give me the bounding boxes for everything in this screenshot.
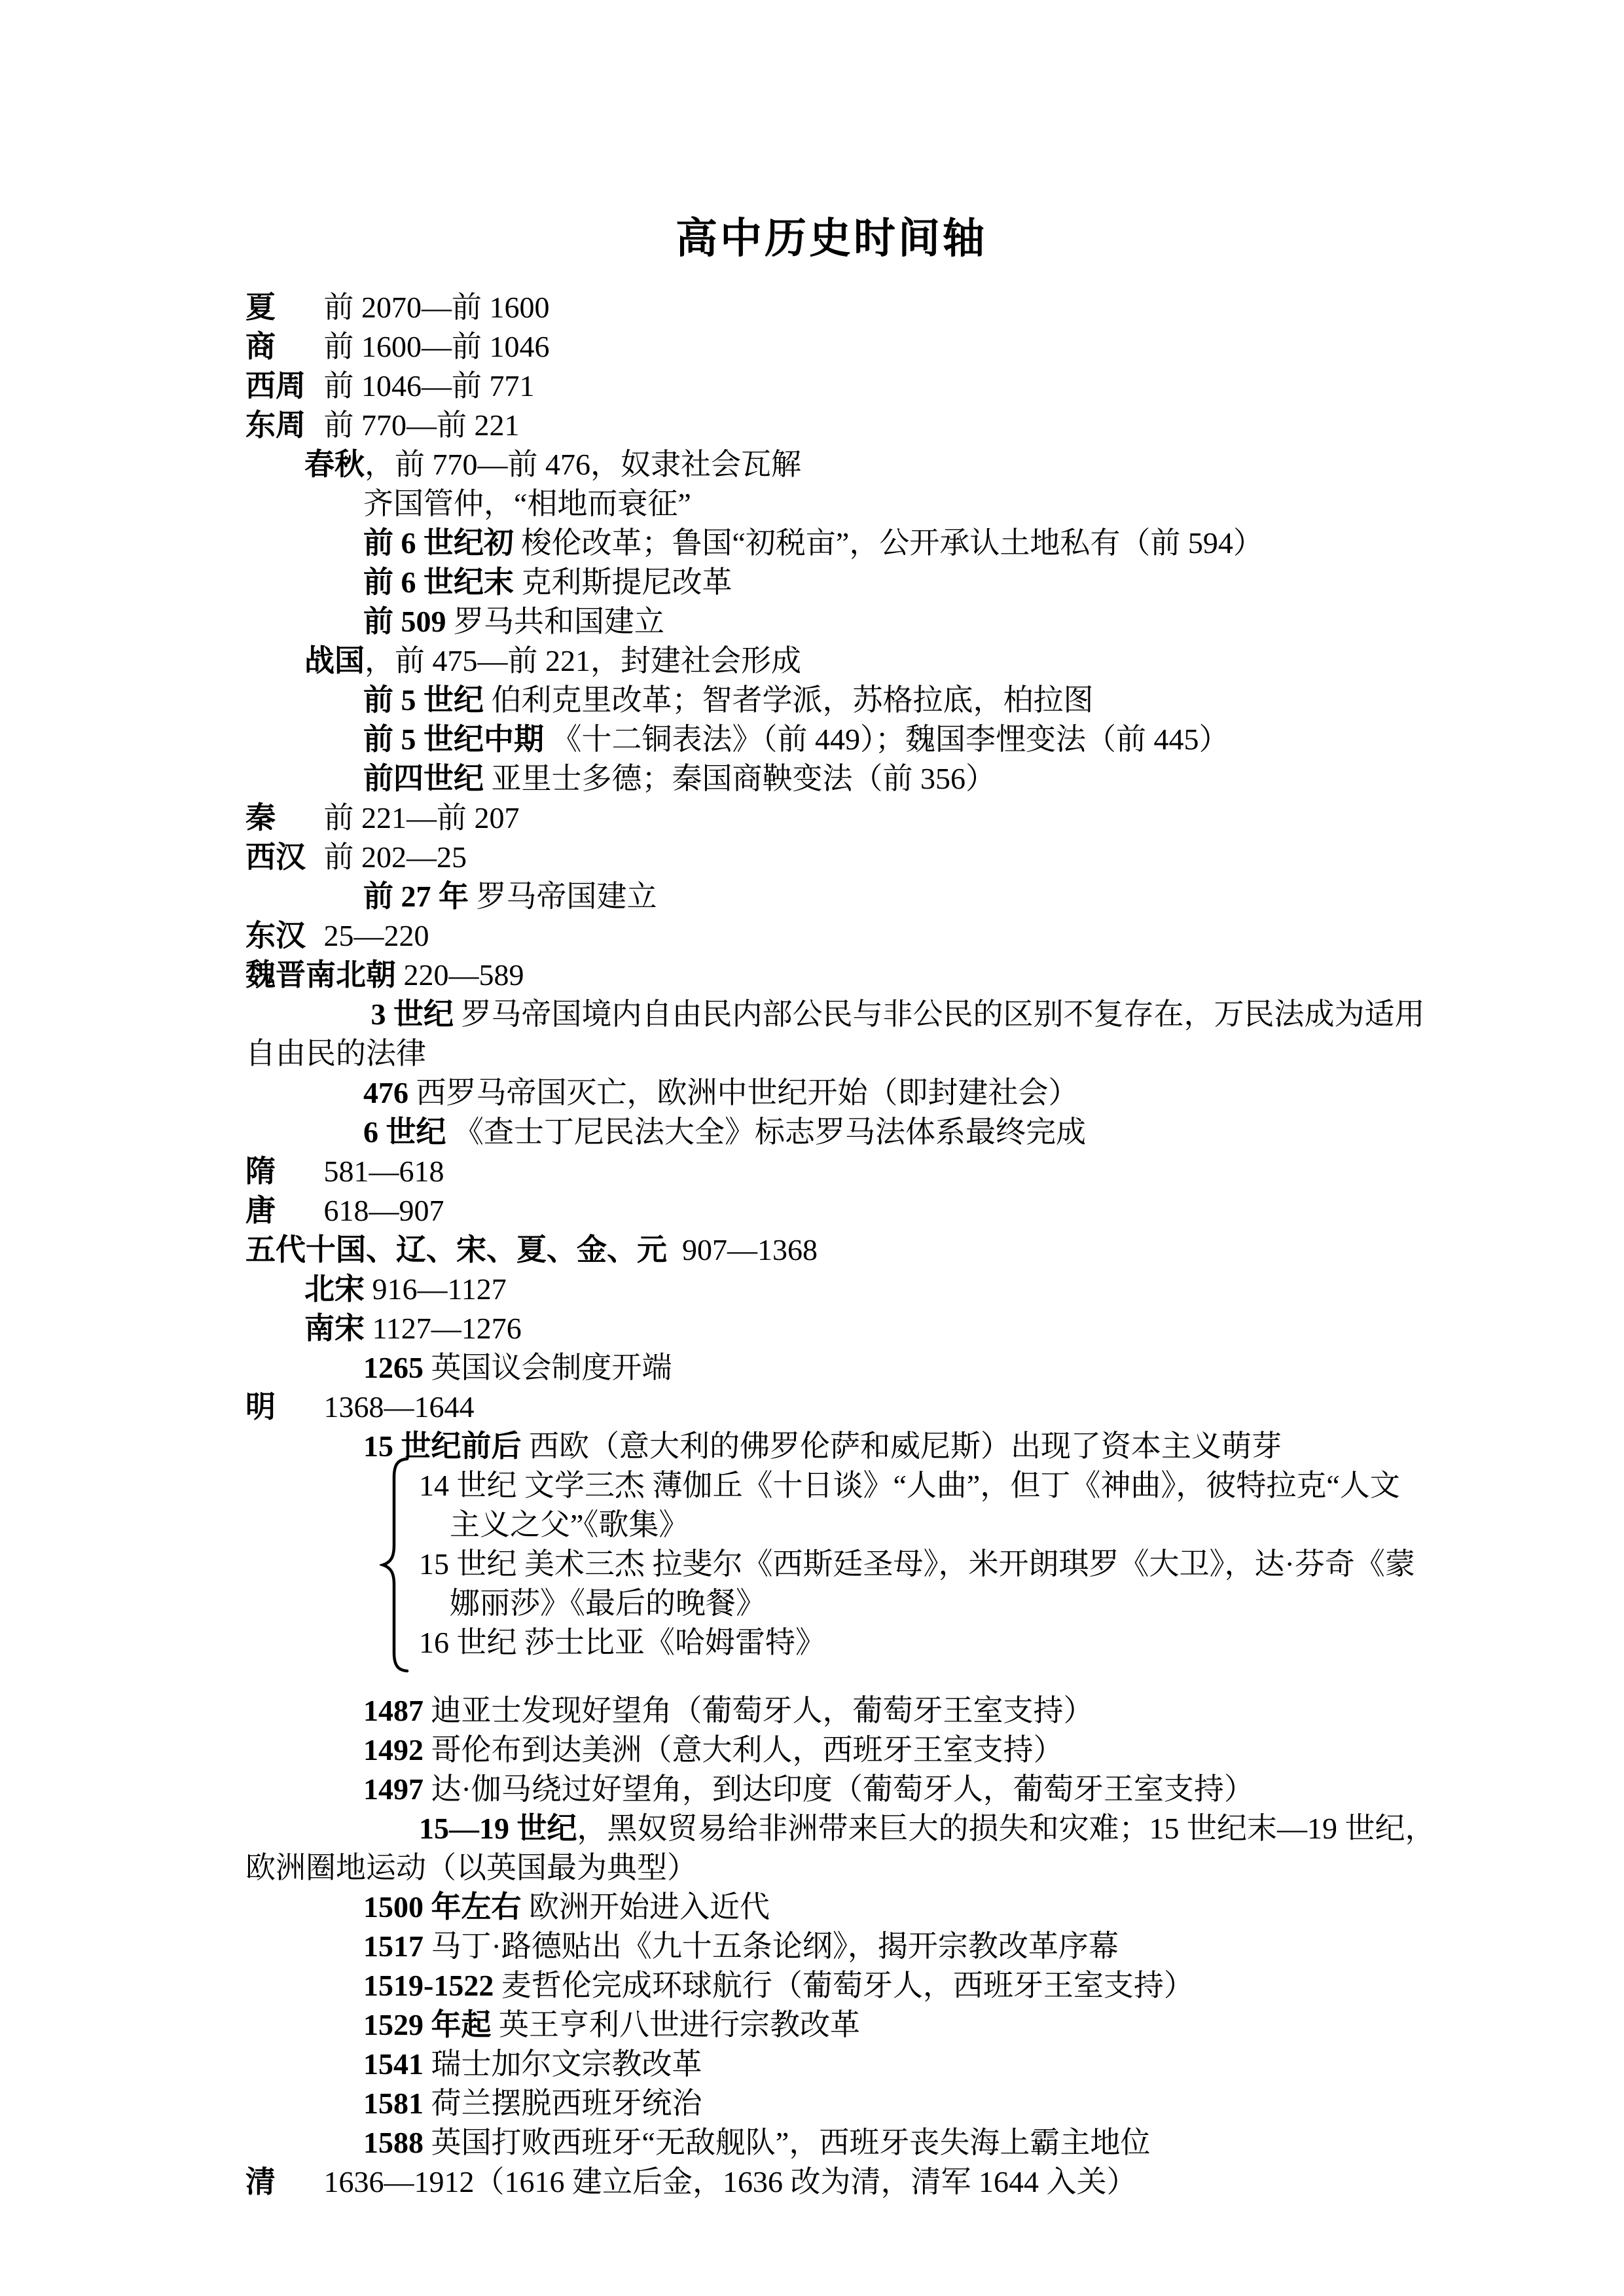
line-text: 16 世纪 莎士比亚《哈姆雷特》 — [419, 1626, 825, 1659]
line-text: 瑞士加尔文宗教改革 — [424, 2047, 702, 2081]
timeline-line — [245, 1270, 1417, 1309]
line-text: 581—618 — [316, 1155, 444, 1188]
era-label: 1519-1522 — [363, 1969, 494, 2002]
era-label: 1265 — [363, 1351, 424, 1384]
line-text: 英国议会制度开端 — [424, 1351, 672, 1384]
left-brace-icon — [380, 1457, 410, 1673]
line-text: 前 202—25 — [316, 840, 467, 874]
timeline-line — [245, 1545, 1417, 1584]
timeline-line — [245, 1770, 1417, 1809]
line-text: 欧洲圈地运动（以英国最为典型） — [245, 1851, 697, 1884]
era-label: 1492 — [363, 1733, 424, 1767]
line-text: 麦哲伦完成环球航行（葡萄牙人，西班牙王室支持） — [494, 1969, 1194, 2002]
era-label: 15 世纪前后 — [363, 1429, 522, 1463]
timeline-line — [245, 1230, 1417, 1270]
timeline-line — [245, 563, 1417, 602]
line-text: 907—1368 — [667, 1233, 818, 1266]
timeline-line — [245, 1584, 1417, 1623]
timeline-line — [245, 1731, 1417, 1770]
line-text: 《查士丁尼民法大全》标志罗马法体系最终完成 — [446, 1115, 1086, 1149]
timeline-line — [245, 1309, 1417, 1348]
era-label: 东周 — [245, 408, 306, 442]
era-label: 春秋 — [304, 448, 365, 481]
line-text: 罗马帝国建立 — [469, 880, 657, 913]
line-text: 哥伦布到达美洲（意大利人，西班牙王室支持） — [424, 1733, 1064, 1767]
line-text: 达·伽马绕过好望角，到达印度（葡萄牙人，葡萄牙王室支持） — [424, 1772, 1254, 1806]
era-label: 前 6 世纪末 — [363, 565, 514, 599]
timeline-line — [245, 1073, 1417, 1113]
timeline-line — [245, 1927, 1417, 1966]
timeline-line — [245, 1113, 1417, 1152]
timeline-line — [245, 288, 1417, 327]
document-content — [245, 215, 1435, 2202]
era-label: 唐 — [245, 1194, 276, 1227]
era-label: 南宋 — [304, 1312, 365, 1345]
line-text: 西欧（意大利的佛罗伦萨和威尼斯）出现了资本主义萌芽 — [521, 1429, 1282, 1463]
era-label: 秦 — [245, 801, 276, 834]
era-label: 1529 年起 — [363, 2008, 492, 2041]
timeline-line — [245, 1809, 1435, 1848]
era-label: 1517 — [363, 1929, 424, 1963]
timeline-line — [245, 1152, 1417, 1191]
era-label: 前 27 年 — [363, 880, 469, 913]
era-label: 商 — [245, 330, 276, 363]
line-text: 15 世纪 美术三杰 拉斐尔《西斯廷圣母》，米开朗琪罗《大卫》，达·芬奇《蒙 — [419, 1547, 1415, 1581]
timeline-line — [245, 759, 1417, 798]
era-label: 夏 — [245, 291, 276, 324]
era-label: 隋 — [245, 1155, 276, 1188]
timeline-line — [245, 956, 1417, 995]
era-label: 前 6 世纪初 — [363, 526, 514, 560]
line-text: 1636—1912（1616 建立后金，1636 改为清，清军 1644 入关） — [316, 2165, 1137, 2198]
era-label: 五代十国、辽、宋、夏、金、元 — [245, 1233, 667, 1266]
timeline-line — [245, 2162, 1417, 2202]
era-label: 476 — [363, 1076, 408, 1109]
timeline-line — [245, 2045, 1417, 2084]
line-text: 618—907 — [316, 1194, 444, 1227]
era-label: 明 — [245, 1390, 276, 1424]
line-text: 迪亚士发现好望角（葡萄牙人，葡萄牙王室支持） — [424, 1694, 1094, 1727]
line-text: 《十二铜表法》（前 449）；魏国李悝变法（前 445） — [544, 723, 1229, 756]
timeline-line — [245, 327, 1417, 367]
line-text: 罗马帝国境内自由民内部公民与非公民的区别不复存在，万民法成为适用 — [454, 997, 1425, 1031]
line-text: 前 770—前 221 — [316, 408, 520, 442]
timeline-line — [245, 838, 1417, 877]
renaissance-brace-group — [245, 1466, 1417, 1662]
era-label: 战国 — [304, 644, 365, 677]
era-label: 1487 — [363, 1694, 424, 1727]
line-text: 娜丽莎》《最后的晚餐》 — [450, 1587, 766, 1620]
timeline-line — [245, 1505, 1417, 1545]
line-text: 14 世纪 文学三杰 薄伽丘《十日谈》“人曲”，但丁《神曲》，彼特拉克“人文 — [419, 1469, 1400, 1502]
line-text: ，黑奴贸易给非洲带来巨大的损失和灾难；15 世纪末—19 世纪， — [577, 1812, 1435, 1845]
timeline-line — [245, 2123, 1417, 2162]
era-label: 北宋 — [304, 1272, 365, 1306]
line-text: 英国打败西班牙“无敌舰队”，西班牙丧失海上霸主地位 — [424, 2126, 1151, 2159]
timeline-line — [245, 1348, 1417, 1388]
timeline-line — [245, 2005, 1417, 2045]
timeline-line — [245, 445, 1417, 484]
era-label: 15—19 世纪 — [419, 1812, 577, 1845]
era-label: 前 5 世纪中期 — [363, 723, 544, 756]
era-label: 3 世纪 — [363, 997, 454, 1031]
line-text: 梭伦改革；鲁国“初税亩”，公开承认土地私有（前 594） — [514, 526, 1263, 560]
line-text: ，前 475—前 221，封建社会形成 — [365, 644, 801, 677]
timeline-line — [245, 641, 1417, 681]
era-label: 1581 — [363, 2087, 424, 2120]
timeline-line — [245, 1623, 1417, 1662]
era-label: 西汉 — [245, 840, 306, 874]
era-label: 1497 — [363, 1772, 424, 1806]
era-label: 清 — [245, 2165, 276, 2198]
line-text: 25—220 — [316, 919, 429, 952]
line-text: 西罗马帝国灭亡，欧洲中世纪开始（即封建社会） — [408, 1076, 1079, 1109]
timeline-line — [245, 602, 1417, 641]
timeline-line — [245, 406, 1417, 445]
era-label: 魏晋南北朝 — [245, 958, 396, 992]
timeline-section — [245, 288, 1425, 1466]
timeline-line — [245, 1388, 1417, 1427]
era-label: 前 509 — [363, 605, 446, 638]
timeline-line — [245, 1034, 1417, 1073]
line-text: 克利斯提尼改革 — [514, 565, 732, 599]
timeline-line — [245, 524, 1417, 563]
era-label: 西周 — [245, 369, 306, 403]
era-label: 1588 — [363, 2126, 424, 2159]
timeline-section — [245, 1691, 1435, 2202]
line-text: 英王亨利八世进行宗教改革 — [491, 2008, 860, 2041]
timeline-line — [245, 2084, 1417, 2123]
line-text: 亚里士多德；秦国商鞅变法（前 356） — [484, 762, 996, 795]
line-text: 欧洲开始进入近代 — [521, 1890, 770, 1924]
timeline-line — [245, 1191, 1417, 1230]
line-text: 荷兰摆脱西班牙统治 — [424, 2087, 702, 2120]
page-title: 高中历史时间轴 — [676, 215, 987, 262]
timeline-line — [245, 720, 1417, 759]
timeline-line — [245, 1888, 1417, 1927]
timeline-line — [245, 1966, 1417, 2005]
line-text: 自由民的法律 — [245, 1037, 426, 1070]
era-label: 前 5 世纪 — [363, 683, 484, 717]
line-text: 罗马共和国建立 — [446, 605, 664, 638]
line-text: 前 221—前 207 — [316, 801, 520, 834]
line-text: 主义之父”《歌集》 — [450, 1508, 689, 1541]
era-label: 东汉 — [245, 919, 306, 952]
era-label: 前四世纪 — [363, 762, 484, 795]
line-text: 1368—1644 — [316, 1390, 475, 1424]
line-text: 马丁·路德贴出《九十五条论纲》，揭开宗教改革序幕 — [424, 1929, 1119, 1963]
line-text: ，前 770—前 476，奴隶社会瓦解 — [365, 448, 801, 481]
timeline-line — [245, 916, 1417, 956]
timeline-line — [245, 1427, 1417, 1466]
timeline-line — [245, 877, 1417, 916]
line-text: 齐国管仲，“相地而衰征” — [363, 487, 691, 520]
timeline-line — [245, 484, 1417, 524]
line-text: 916—1127 — [365, 1272, 507, 1306]
line-text: 伯利克里改革；智者学派，苏格拉底，柏拉图 — [484, 683, 1094, 717]
line-text: 220—589 — [396, 958, 524, 992]
era-label: 1541 — [363, 2047, 424, 2081]
timeline-line — [245, 367, 1417, 406]
timeline — [245, 288, 1435, 2202]
line-text: 前 2070—前 1600 — [316, 291, 550, 324]
line-text: 前 1600—前 1046 — [316, 330, 550, 363]
timeline-line — [245, 798, 1417, 838]
timeline-line — [245, 1466, 1417, 1505]
timeline-line — [245, 995, 1425, 1034]
era-label: 1500 年左右 — [363, 1890, 522, 1924]
line-text: 1127—1276 — [365, 1312, 522, 1345]
timeline-line — [245, 1848, 1417, 1888]
line-text: 前 1046—前 771 — [316, 369, 535, 403]
timeline-line — [245, 681, 1417, 720]
era-label: 6 世纪 — [363, 1115, 446, 1149]
timeline-line — [245, 1691, 1417, 1731]
